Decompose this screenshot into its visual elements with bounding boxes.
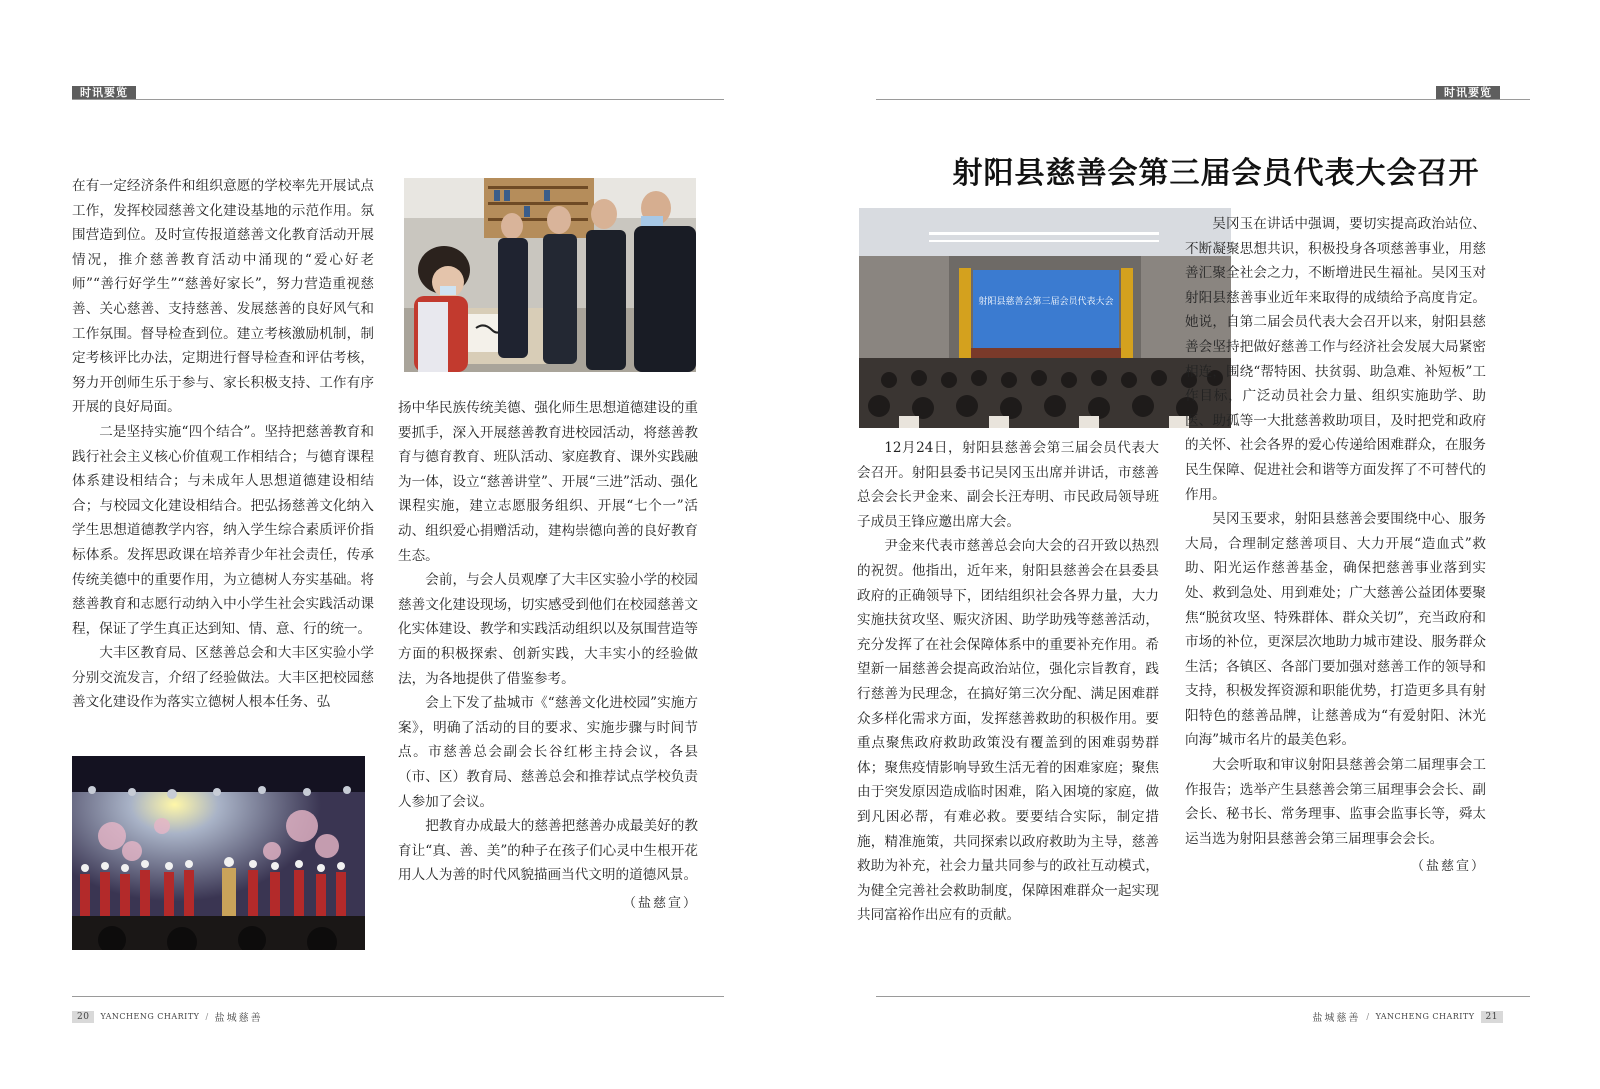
section-tag: 时讯要览 (72, 86, 136, 100)
magazine-name-en: YANCHENG CHARITY (1375, 1012, 1475, 1021)
paragraph: 大丰区教育局、区慈善总会和大丰区实验小学分别交流发言，介绍了经验做法。大丰区把校园慈善文化建设作为落实立德树人根本任务、弘 (72, 645, 374, 711)
article-title: 射阳县慈善会第三届会员代表大会召开 (952, 156, 1480, 191)
article-column-1 (72, 174, 374, 715)
separator: / (205, 1012, 209, 1021)
article-column-2 (1185, 212, 1486, 880)
separator: / (1366, 1012, 1370, 1021)
paragraph: 尹金来代表市慈善总会向大会的召开致以热烈的祝贺。他指出，近年来，射阳县慈善会在县委县政府的正确领导下，团结组织社会各界力量，大力实施扶贫攻坚、赈灾济困、助学助残等慈善活动，充分发挥了在社会保障体系中的重要补充作用。希望新一届慈善会提高政治站位，强化宗旨教育，践行慈善为民理念，在搞好第三次分配、满足困难群众多样化需求方面，发挥慈善救助的积极作用。要重点聚焦政府救助政策没有覆盖到的困难弱势群体；聚焦疫情影响导致生活无着的困难家庭；聚焦由于突发原因造成临时困难，陷入困境的家庭，做到凡困必帮，有难必救。要要结合实际，制定措施，精准施策，共同探索以政府救助为主导，慈善救助为补充，社会力量共同参与的政社互动模式，为健全完善社会救助制度，保障困难群众一起实现共同富裕作出应有的贡献。 (857, 538, 1159, 924)
magazine-name-en: YANCHENG CHARITY (100, 1012, 200, 1021)
paragraph: 二是坚持实施“四个结合”。坚持把慈善教育和践行社会主义核心价值观工作相结合；与德育课程体系建设相结合；与未成年人思想道德建设相结合；与校园文化建设相结合。把弘扬慈善文化纳入学生思想道德教学内容，纳入学生综合素质评价指标体系。发挥思政课在培养青少年社会责任，传承传统美德中的重要作用，为立德树人夯实基础。将慈善教育和志愿行动纳入中小学生社会实践活动课程，保证了学生真正达到知、情、意、行的统一。 (72, 423, 374, 637)
section-tag: 时讯要览 (1436, 86, 1500, 100)
article-column-2 (398, 396, 698, 916)
paragraph: 会前，与会人员观摩了大丰区实验小学的校园慈善文化建设现场，切实感受到他们在校园慈善文化实体建设、教学和实践活动组织以及氛围营造等方面的积极探索、创新实践，大丰实小的经验做法，为各地提供了借鉴参考。 (398, 572, 698, 687)
page-footer (72, 1009, 263, 1024)
paragraph: 12月24日，射阳县慈善会第三届会员代表大会召开。射阳县委书记吴冈玉出席并讲话，市慈善总会会长尹金来、副会长汪寿明、市民政局领导班子成员王锋应邀出席大会。 (857, 440, 1159, 530)
paragraph: 把教育办成最大的慈善把慈善办成最美好的教育让“真、善、美”的种子在孩子们心灵中生根开花用人人为善的时代风貌描画当代文明的道德风景。 (398, 818, 698, 884)
paragraph: 大会听取和审议射阳县慈善会第二届理事会工作报告；选举产生县慈善会第三届理事会会长、副会长、秘书长、常务理事、监事会监事长等，舜太运当选为射阳县慈善会第三届理事会会长。 (1185, 757, 1486, 847)
magazine-name-cn: 盐城慈善 (1312, 1013, 1361, 1024)
paragraph: 吴冈玉在讲话中强调，要切实提高政治站位、不断凝聚思想共识，积极投身各项慈善事业，用慈善汇聚全社会之力，不断增进民生福祉。吴冈玉对射阳县慈善事业近年来取得的成绩给予高度肯定。她说，自第二届会员代表大会召开以来，射阳县慈善会坚持把做好慈善工作与经济社会发展大局紧密相连，围绕“帮特困、扶贫弱、助急难、补短板”工作目标，广泛动员社会力量、组织实施助学、助医、助孤等一大批慈善救助项目，及时把党和政府的关怀、社会各界的爱心传递给困难群众，在服务民生保障、促进社会和谐等方面发挥了不可替代的作用。 (1185, 216, 1486, 503)
photo-calligraphy-visit (404, 178, 696, 372)
page-footer (1312, 1009, 1503, 1024)
screen-banner-text: 射阳县慈善会第三届会员代表大会 (978, 297, 1114, 307)
footer-rule (72, 996, 724, 997)
photo-conference-hall (859, 208, 1231, 428)
left-page (0, 0, 780, 1089)
signature: （盐慈宣） (1410, 859, 1486, 875)
article-column-1 (857, 436, 1159, 928)
page-number: 21 (1481, 1011, 1503, 1023)
header-rule (876, 99, 1530, 100)
photo-stage-performance (72, 756, 365, 950)
paragraph: 会上下发了盐城市《“慈善文化进校园”实施方案》，明确了活动的目的要求、实施步骤与时间节点。市慈善总会副会长谷红彬主持会议，各县（市、区）教育局、慈善总会和推荐试点学校负责人参加了会议。 (398, 695, 698, 810)
paragraph: 在有一定经济条件和组织意愿的学校率先开展试点工作，发挥校园慈善文化建设基地的示范作用。氛围营造到位。及时宣传报道慈善文化教育活动开展情况，推介慈善教育活动中涌现的“爱心好老师”“善行好学生”“慈善好家长”，努力营造重视慈善、关心慈善、支持慈善、发展慈善的良好风气和工作氛围。督导检查到位。建立考核激励机制，制定考核评比办法，定期进行督导检查和评估考核，努力开创师生乐于参与、家长积极支持、工作有序开展的良好局面。 (72, 178, 374, 416)
footer-rule (876, 996, 1530, 997)
paragraph: 吴冈玉要求，射阳县慈善会要围绕中心、服务大局，合理制定慈善项目、大力开展“造血式”救助、阳光运作慈善基金，确保把慈善事业落到实处、救到急处、用到难处；广大慈善公益团体要聚焦“脱贫攻坚、特殊群体、群众关切”，充当政府和市场的补位，更深层次地助力城市建设、服务群众生活；各镇区、各部门要加强对慈善工作的领导和支持，积极发挥资源和职能优势，打造更多具有射阳特色的慈善品牌，让慈善成为“有爱射阳、沐光向海”城市名片的最美色彩。 (1185, 511, 1486, 749)
magazine-name-cn: 盐城慈善 (214, 1013, 263, 1024)
signature: （盐慈宣） (622, 895, 698, 911)
header-rule (72, 99, 724, 100)
paragraph: 扬中华民族传统美德、强化师生思想道德建设的重要抓手，深入开展慈善教育进校园活动，将慈善教育与德育教育、班队活动、家庭教育、课外实践融为一体，设立“慈善讲堂”、开展“三进”活动、强化课程实施，建立志愿服务组织、开展“七个一”活动、组织爱心捐赠活动，建构崇德向善的良好教育生态。 (398, 400, 698, 564)
page-number: 20 (72, 1011, 94, 1023)
right-page (800, 0, 1600, 1089)
